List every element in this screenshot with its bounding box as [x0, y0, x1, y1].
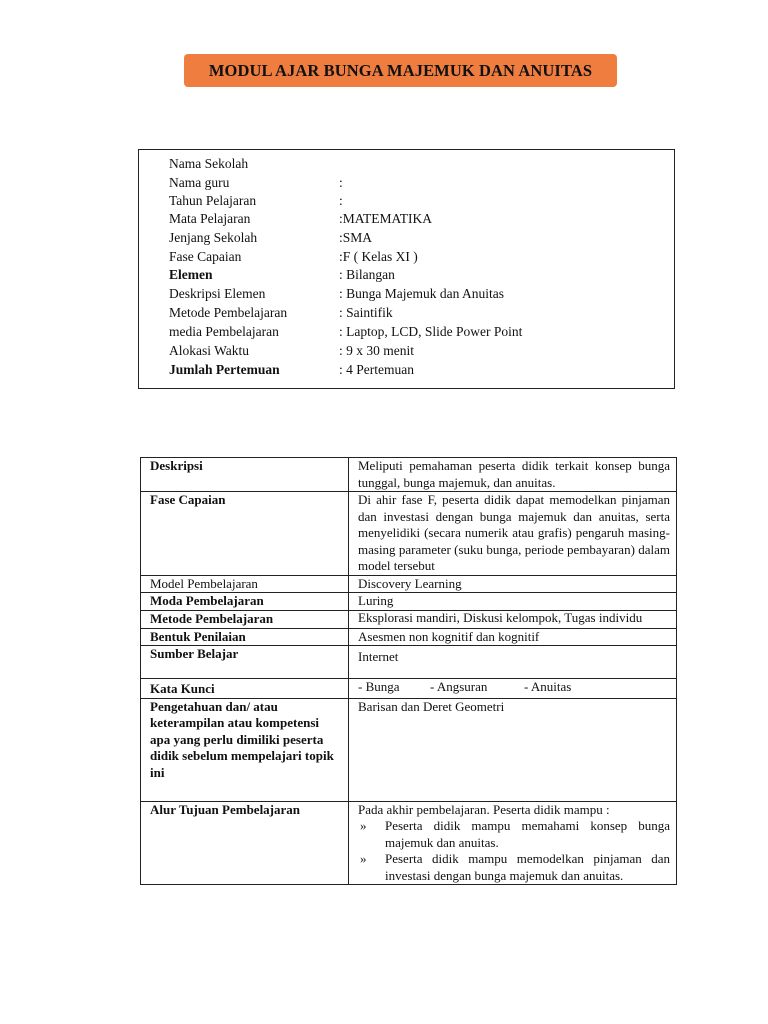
identity-label: Mata Pelajaran: [169, 211, 251, 226]
row-value: Barisan dan Deret Geometri: [349, 698, 677, 801]
keyword: - Bunga: [358, 679, 400, 694]
row-label: Deskripsi: [141, 458, 349, 492]
identity-label: Jenjang Sekolah: [169, 230, 258, 245]
bullet-icon: »: [360, 818, 367, 833]
table-row-deskripsi: [141, 458, 677, 492]
identity-label: Metode Pembelajaran: [169, 305, 288, 320]
row-label: Fase Capaian: [141, 492, 349, 576]
row-label: Model Pembelajaran: [141, 575, 349, 593]
identity-label: Alokasi Waktu: [169, 343, 250, 358]
info-table: [140, 457, 677, 885]
list-item: [358, 818, 670, 851]
row-label: Bentuk Penilaian: [141, 628, 349, 646]
identity-value: : Bilangan: [339, 267, 395, 282]
table-row-pengetahuan: [141, 698, 677, 801]
row-value: Discovery Learning: [349, 575, 677, 593]
row-value: [349, 679, 677, 699]
table-row-model-pembelajaran: [141, 575, 677, 593]
identity-value: :MATEMATIKA: [339, 211, 432, 226]
title-banner: [184, 54, 617, 87]
identity-value: :: [339, 193, 343, 208]
row-value: Internet: [349, 646, 677, 679]
list-item: [358, 851, 670, 884]
row-label: Alur Tujuan Pembelajaran: [141, 801, 349, 885]
identity-value: : Saintifik: [339, 305, 393, 320]
row-label: Moda Pembelajaran: [141, 593, 349, 611]
table-row-moda-pembelajaran: [141, 593, 677, 611]
identity-value: : 9 x 30 menit: [339, 343, 414, 358]
identity-label: Nama guru: [169, 175, 230, 190]
atp-item-text: Peserta didik mampu memodelkan pinjaman dan investasi dengan bunga majemuk dan anuitas.: [385, 851, 670, 883]
row-value: Meliputi pemahaman peserta didik terkait konsep bunga tunggal, bunga majemuk, dan anuitas.: [349, 458, 677, 492]
table-row-fase-capaian: [141, 492, 677, 576]
identity-value: :SMA: [339, 230, 373, 245]
row-label: Kata Kunci: [141, 679, 349, 699]
row-label: Metode Pembelajaran: [141, 610, 349, 628]
identity-box: [138, 149, 675, 389]
document-title: MODUL AJAR BUNGA MAJEMUK DAN ANUITAS: [208, 60, 593, 80]
table-row-kata-kunci: [141, 679, 677, 699]
atp-item-text: Peserta didik mampu memahami konsep bunga majemuk dan anuitas.: [385, 818, 670, 850]
table-row-metode-pembelajaran: [141, 610, 677, 628]
identity-value: : 4 Pertemuan: [339, 362, 414, 377]
row-label: Pengetahuan dan/ atau keterampilan atau kompetensi apa yang perlu dimiliki peserta didik sebelum mempelajari topik ini: [141, 698, 349, 801]
bullet-icon: »: [360, 851, 367, 866]
identity-value: :: [339, 175, 343, 190]
atp-list: [358, 818, 670, 884]
table-row-alur-tujuan: [141, 801, 677, 885]
table-row-sumber-belajar: [141, 646, 677, 679]
identity-value: : Bunga Majemuk dan Anuitas: [339, 286, 504, 301]
identity-label: Deskripsi Elemen: [169, 286, 266, 301]
identity-label: Fase Capaian: [169, 249, 242, 264]
identity-value: :F ( Kelas XI ): [339, 249, 418, 264]
identity-value: : Laptop, LCD, Slide Power Point: [339, 324, 523, 339]
row-value: Di ahir fase F, peserta didik dapat memodelkan pinjaman dan investasi dengan bunga majemuk dan anuitas, serta menyelidiki (secara numerik atau grafis) pengaruh masing-masing parameter (suku bunga, periode pembayaran) dalam model tersebut: [349, 492, 677, 576]
table-row-bentuk-penilaian: [141, 628, 677, 646]
atp-intro: Pada akhir pembelajaran. Peserta didik mampu :: [358, 801, 610, 817]
identity-label: Tahun Pelajaran: [169, 193, 257, 208]
row-value: Asesmen non kognitif dan kognitif: [349, 628, 677, 646]
identity-label: Nama Sekolah: [169, 156, 249, 171]
row-value: Luring: [349, 593, 677, 611]
keyword: - Anuitas: [524, 679, 572, 694]
identity-label: Jumlah Pertemuan: [169, 362, 280, 377]
row-value: [349, 801, 677, 885]
keyword: - Angsuran: [430, 679, 488, 694]
row-label: Sumber Belajar: [141, 646, 349, 679]
identity-label: Elemen: [169, 267, 213, 282]
identity-label: media Pembelajaran: [169, 324, 279, 339]
row-value: Eksplorasi mandiri, Diskusi kelompok, Tugas individu: [349, 610, 677, 628]
